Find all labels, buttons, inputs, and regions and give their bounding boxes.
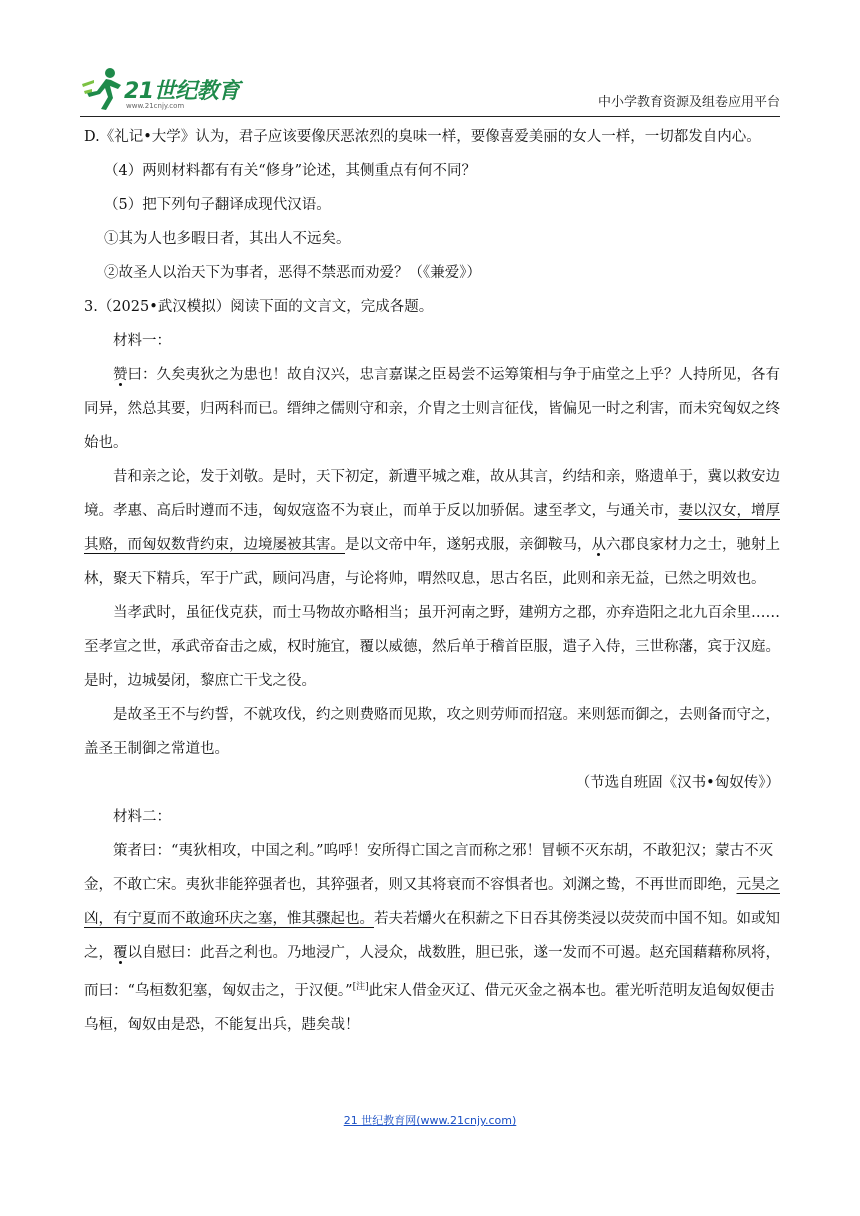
option-d: D.《礼记•大学》认为，君子应该要像厌恶浓烈的臭味一样，要像喜爱美丽的女人一样，一切都发自内心。	[84, 129, 761, 145]
paragraph-text: 策者曰：“夷狄相攻，中国之利。”呜呼！安所得亡国之言而称之邪！冒顿不灭东胡，不敢犯汉；蒙古不灭金，不敢亡宋。夷狄非能猝强者也，其猝强者，则又其将衰而不容惧者也。刘渊之鸷，不再世而即绝，	[84, 843, 774, 893]
note-marker: [注]	[352, 982, 369, 992]
underlined-sentence: 元昊之凶，有宁夏而不敢逾环庆之塞，惟其骤起也。	[84, 877, 780, 927]
logo-subtext: www.21cnjy.com	[126, 102, 185, 110]
source-citation: （节选自班固《汉书•匈奴传》）	[575, 775, 780, 791]
material-2-paragraph-1	[84, 834, 780, 1042]
material-1-paragraph-3: 当孝武时，虽征伐克获，而士马物故亦略相当；虽开河南之野，建朔方之郡，亦弃造阳之北九百余里……至孝宣之世，承武帝奋击之威，权时施宜，覆以威德，然后单于稽首臣服，遣子入侍，三世称藩，宾于汉庭。是时，边城晏闭，黎庶亡干戈之役。	[84, 605, 780, 689]
page-footer	[0, 1112, 860, 1128]
paragraph-text: 此宋人借金灭辽、借元灭金之祸本也。霍光听范明友追匈奴便击乌桓，匈奴由是恐，不能复出兵，韪矣哉！	[84, 982, 775, 1033]
sentence-2: ②故圣人以治天下为事者，恶得不禁恶而劝爱？（《兼爱》）	[104, 265, 481, 281]
page-header	[80, 64, 780, 117]
paragraph-text: 六郡良家材力之士，驰射上林，聚天下精兵，军于广武，顾问冯唐，与论将帅，喟然叹息，思古名臣，此则和亲无益，已然之明效也。	[84, 537, 780, 587]
question-5: （5）把下列句子翻译成现代汉语。	[104, 197, 331, 213]
document-body	[84, 120, 780, 1042]
platform-title: 中小学教育资源及组卷应用平台	[597, 95, 780, 110]
sentence-1: ①其为人也多暇日者，其出人不远矣。	[104, 231, 351, 247]
site-logo	[80, 64, 270, 114]
underlined-sentence: 妻以汉女，增厚其赂，而匈奴数背约束，边境屡被其害。	[84, 503, 780, 553]
paragraph-text: 以自慰曰：此吾之利也。乃地浸广，人浸众，战数胜，胆已张，遂一发而不可遏。赵充国藉藉称夙将，而曰：“乌桓数犯塞，匈奴击之，于汉便。”	[84, 945, 780, 999]
dotted-char: 从	[591, 537, 606, 553]
material-1-paragraph-1	[84, 358, 780, 460]
dotted-char: 赞	[113, 367, 128, 383]
material-1-paragraph-4: 是故圣王不与约誓，不就攻伐，约之则费赂而见欺，攻之则劳师而招寇。来则惩而御之，去则备而守之，盖圣王制御之常道也。	[84, 707, 780, 757]
question-4: （4）两则材料都有有关“修身”论述，其侧重点有何不同？	[104, 163, 477, 179]
material-2-title: 材料二：	[113, 809, 171, 825]
logo-text: 21世纪教育	[124, 79, 240, 104]
paragraph-text: 是以文帝中年，遂躬戎服，亲御鞍马，	[345, 537, 592, 553]
footer-link[interactable]: 21 世纪教育网(www.21cnjy.com)	[343, 1114, 517, 1127]
paragraph-text: 曰：久矣夷狄之为患也！故自汉兴，忠言嘉谋之臣曷尝不运筹策相与争于庙堂之上乎？人持所见，各有同异，然总其要，归两科而已。缙绅之儒则守和亲，介胄之士则言征伐，皆偏见一时之利害，而未究匈奴之终始也。	[84, 367, 780, 451]
material-1-paragraph-2	[84, 460, 780, 596]
question-3-heading: 3.（2025•武汉模拟）阅读下面的文言文，完成各题。	[84, 299, 434, 315]
paragraph-text: 若夫若爝火在积薪之下日吞其傍类浸以荧荧而中国不知。如或知之，	[84, 911, 780, 961]
runner-logo-icon	[80, 64, 128, 112]
material-1-title: 材料一：	[113, 333, 171, 349]
dotted-char: 覆	[113, 945, 128, 961]
paragraph-text: 昔和亲之论，发于刘敬。是时，天下初定，新遭平城之难，故从其言，约结和亲，赂遗单于，冀以救安边境。孝惠、高后时遵而不违，匈奴寇盗不为衰止，而单于反以加骄倨。逮至孝文，与通关市，	[84, 469, 780, 519]
